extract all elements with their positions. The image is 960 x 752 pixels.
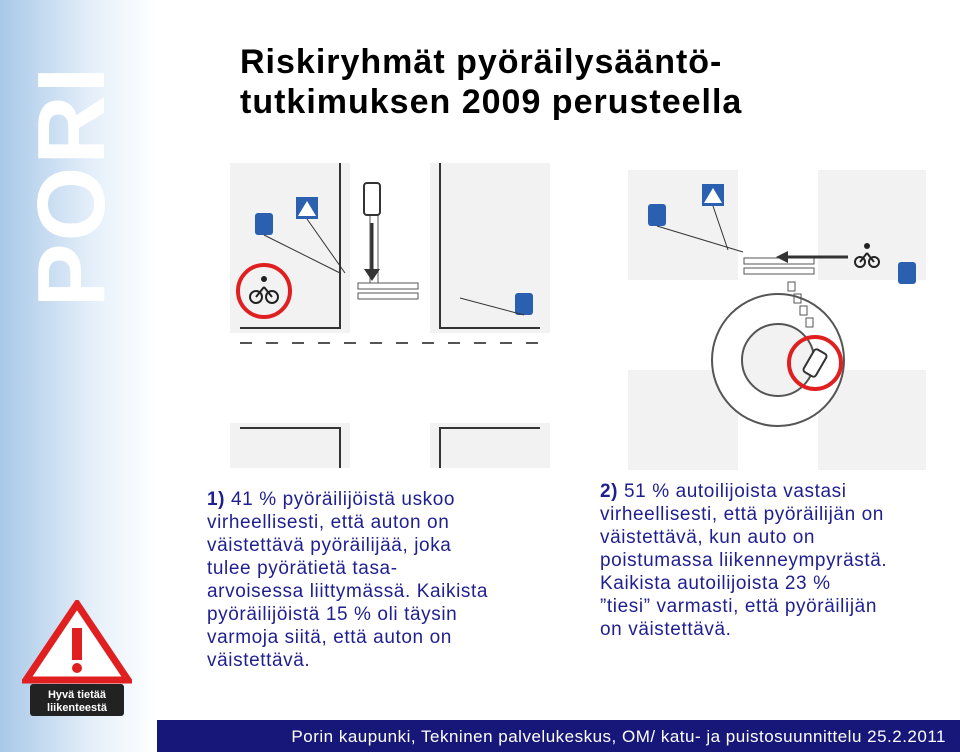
caption-2-number: 2) xyxy=(600,481,619,502)
sidebar-gradient xyxy=(0,0,157,752)
bicycle-path-sign-icon-3 xyxy=(648,204,666,226)
caption-2-line: väistettävä, kun auto on xyxy=(600,527,816,548)
caption-2 xyxy=(600,480,960,641)
caption-1-line: varmoja siitä, että auton on xyxy=(207,627,452,648)
caption-1-line: väistettävä. xyxy=(207,650,311,671)
bicycle-path-sign-icon xyxy=(255,213,273,235)
footer-bar xyxy=(157,720,960,752)
page-title xyxy=(240,42,940,122)
caption-1-line: tulee pyörätietä tasa- xyxy=(207,558,398,579)
caption-1-line: pyöräilijöistä 15 % oli täysin xyxy=(207,604,458,625)
title-line-1: Riskiryhmät pyöräilysääntö- xyxy=(240,43,723,81)
warning-sign-line1: Hyvä tietää xyxy=(47,689,107,701)
caption-2-line: virheellisesti, että pyöräilijän on xyxy=(600,504,884,525)
caption-1 xyxy=(207,488,567,672)
caption-2-line: ”tiesi” varmasti, että pyöräilijän xyxy=(600,596,877,617)
bicycle-path-sign-icon-2 xyxy=(515,293,533,315)
caption-2-line: 2) 51 % autoilijoista vastasi xyxy=(600,481,847,502)
intersection-diagram xyxy=(230,163,550,468)
caption-2-line: on väistettävä. xyxy=(600,619,732,640)
warning-sign-line2: liikenteestä xyxy=(47,702,107,714)
caption-1-line: arvoisessa liittymässä. Kaikista xyxy=(207,581,489,602)
bicycle-path-sign-icon-4 xyxy=(898,262,916,284)
warning-sign-icon xyxy=(22,600,132,720)
footer-text: Porin kaupunki, Tekninen palvelukeskus, OM/ katu- ja puistosuunnittelu 25.2.2011 xyxy=(291,727,946,746)
title-line-2: tutkimuksen 2009 perusteella xyxy=(240,83,743,121)
caption-1-line: väistettävä pyöräilijää, joka xyxy=(207,535,452,556)
caption-2-line: poistumassa liikenneympyrästä. xyxy=(600,550,888,571)
caption-1-number: 1) xyxy=(207,489,226,510)
caption-1-line: virheellisesti, että auton on xyxy=(207,512,450,533)
car-icon xyxy=(364,183,380,215)
caption-2-line: Kaikista autoilijoista 23 % xyxy=(600,573,831,594)
caption-1-line: 1) 41 % pyöräilijöistä uskoo xyxy=(207,489,456,510)
roundabout-diagram xyxy=(628,170,926,470)
brand-logo: PORI xyxy=(18,64,125,308)
